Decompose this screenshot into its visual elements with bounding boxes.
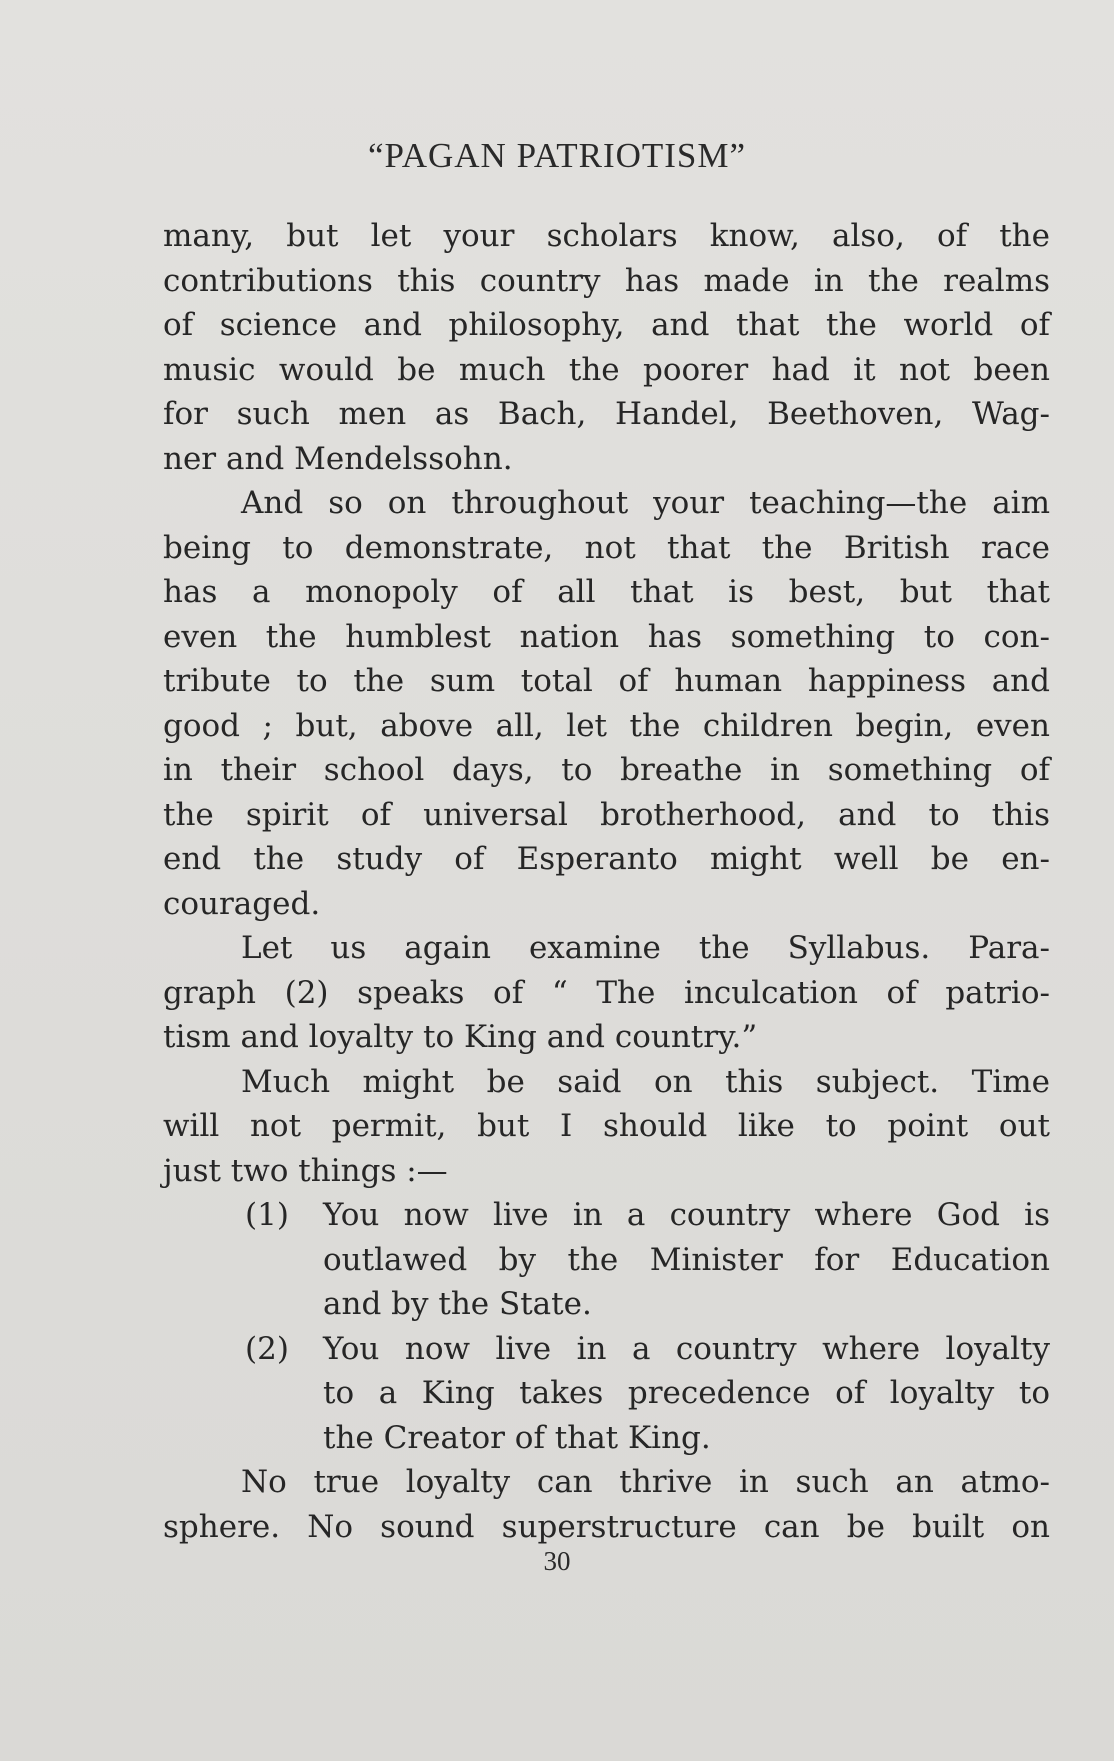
- paragraph-4: [163, 1060, 1050, 1194]
- list-item-first-line: [163, 1193, 1050, 1238]
- text-line: end the study of Esperanto might well be en-: [163, 841, 1050, 877]
- text-line: the spirit of universal brotherhood, and to this: [163, 796, 1050, 833]
- text-line: music would be much the poorer had it not been: [163, 351, 1050, 388]
- list-item-text: You now live in a country where loyalty: [323, 1330, 1050, 1367]
- text-line: in their school days, to breathe in something of: [163, 752, 1050, 788]
- text-line: sphere. No sound superstructure can be built on: [163, 1508, 1050, 1545]
- list-item-2: [163, 1327, 1050, 1461]
- text-line: tism and loyalty to King and country.”: [163, 1019, 758, 1055]
- text-line: Much might be said on this subject. Time: [241, 1063, 1050, 1100]
- text-line: for such men as Bach, Handel, Beethoven, Wag-: [163, 396, 1050, 432]
- text-line: many, but let your scholars know, also, of the: [163, 218, 1050, 254]
- list-item-line: to a King takes precedence of loyalty to: [323, 1375, 1050, 1411]
- text-line: being to demonstrate, not that the British race: [163, 529, 1050, 566]
- text-line: contributions this country has made in the realms: [163, 262, 1050, 299]
- text-line: even the humblest nation has something to con-: [163, 618, 1050, 655]
- list-item-line: outlawed by the Minister for Education: [323, 1241, 1050, 1278]
- list-item-1: [163, 1193, 1050, 1327]
- paragraph-2: [163, 481, 1050, 926]
- text-line: of science and philosophy, and that the world of: [163, 307, 1050, 343]
- list-item-first-line: [163, 1327, 1050, 1372]
- list-item-line: and by the State.: [323, 1286, 592, 1322]
- text-line: ner and Mendelssohn.: [163, 440, 513, 477]
- text-line: No true loyalty can thrive in such an atmo-: [241, 1464, 1050, 1500]
- text-line: good ; but, above all, let the children begin, even: [163, 707, 1050, 744]
- text-line: tribute to the sum total of human happiness and: [163, 663, 1050, 699]
- list-number: (1): [245, 1197, 289, 1233]
- text-line: just two things :—: [163, 1152, 448, 1189]
- text-line: has a monopoly of all that is best, but that: [163, 574, 1050, 610]
- paragraph-1: [163, 214, 1050, 481]
- text-line: will not permit, but I should like to point out: [163, 1108, 1050, 1144]
- text-line: graph (2) speaks of “ The inculcation of patrio-: [163, 974, 1050, 1011]
- numbered-list: [163, 1193, 1050, 1460]
- list-item-line: the Creator of that King.: [323, 1419, 711, 1456]
- page-number: 30: [543, 1546, 571, 1576]
- body-text: [163, 214, 1050, 1549]
- text-line: Let us again examine the Syllabus. Para-: [241, 930, 1050, 966]
- list-number: (2): [245, 1330, 289, 1367]
- running-head: “PAGAN PATRIOTISM”: [367, 136, 747, 175]
- paragraph-5: [163, 1460, 1050, 1549]
- paragraph-3: [163, 926, 1050, 1060]
- list-item-text: You now live in a country where God is: [323, 1197, 1050, 1233]
- text-line: And so on throughout your teaching—the aim: [241, 485, 1050, 521]
- text-line: couraged.: [163, 885, 321, 922]
